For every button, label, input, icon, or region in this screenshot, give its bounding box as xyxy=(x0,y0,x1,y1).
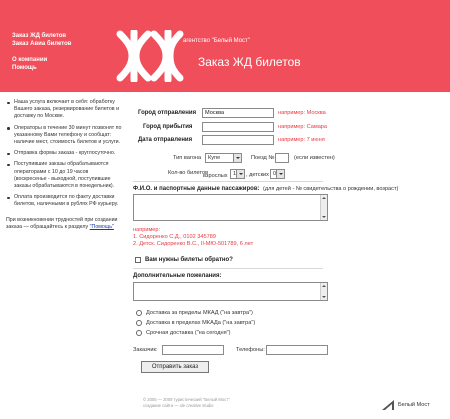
departure-date-hint: например: 7 июня xyxy=(278,137,325,143)
tickets-count-label: Кол-во билетов xyxy=(168,170,209,176)
customer-input[interactable] xyxy=(162,345,224,355)
textarea-scrollbar[interactable] xyxy=(320,283,327,300)
passengers-example-title: например: xyxy=(133,227,161,233)
wagon-type-label: Тип вагона xyxy=(173,155,202,161)
nav-link-help[interactable]: Помощь xyxy=(12,64,37,71)
phones-label: Телефоны: xyxy=(236,347,265,353)
footer-text xyxy=(143,397,263,408)
wishes-textarea[interactable] xyxy=(133,282,328,301)
wagon-type-value: Купе xyxy=(208,155,221,161)
departure-date-label: Дата отправления xyxy=(138,137,193,143)
service-info-item: Наша услуга включает в себя: обработку Вашего заказа, резервирование билетов и доставку по Москве. xyxy=(6,99,122,121)
departure-date-input[interactable] xyxy=(202,135,274,145)
chevron-down-icon xyxy=(276,170,284,178)
nav-link-about[interactable]: О компании xyxy=(12,57,48,63)
service-info-item: Оплата производится по факту доставки билетов, наличными в рублях РФ курьеру. xyxy=(6,194,122,208)
wagon-type-select[interactable] xyxy=(205,153,242,163)
delivery-option-urgent: Срочная доставка ("на сегодня") xyxy=(146,330,231,336)
return-tickets-checkbox[interactable] xyxy=(135,257,141,263)
help-link[interactable]: "Помощь" xyxy=(89,223,114,230)
to-city-label: Город прибытия xyxy=(143,124,193,130)
from-city-input[interactable] xyxy=(202,108,274,118)
scroll-up-icon xyxy=(322,285,326,287)
service-info-item: Отправка формы заказа - круглосуточно. xyxy=(6,150,122,157)
agency-name: агентство "Белый Мост" xyxy=(183,38,250,44)
adults-select[interactable] xyxy=(230,169,245,179)
sidebar xyxy=(6,99,122,231)
from-city-hint: например: Москва xyxy=(278,110,326,116)
logo-icon xyxy=(114,30,184,82)
divider xyxy=(133,181,323,182)
page-title: Заказ ЖД билетов xyxy=(198,55,301,69)
phones-input[interactable] xyxy=(266,345,328,355)
train-number-input[interactable] xyxy=(275,153,289,163)
return-tickets-label: Вам нужны билеты обратно? xyxy=(145,257,233,263)
service-info-item: Поступившие заказы обрабатываются операторами с 10 до 19 часов (воскресенье - выходной, поступившие заказы обрабатываются в понедельник). xyxy=(6,161,122,190)
help-text: При возникновении трудностей при создании заказа — обращайтесь к разделу xyxy=(6,216,118,230)
service-info-list xyxy=(6,99,122,209)
from-city-label: Город отправления xyxy=(138,110,197,116)
bridge-logo-icon xyxy=(381,399,395,411)
scroll-up-icon xyxy=(322,197,326,199)
adults-label: взрослых xyxy=(203,173,228,179)
train-number-hint: (если известен) xyxy=(294,155,335,161)
passengers-textarea[interactable] xyxy=(133,194,328,221)
footer-brand: Белый Мост xyxy=(398,402,430,408)
footer-copyright: © 2005 — 2009 туристический "Белый Мост" xyxy=(143,397,230,402)
to-city-input[interactable] xyxy=(202,122,274,132)
footer-made-by: создание сайта — ole creative studio xyxy=(143,402,214,408)
textarea-scrollbar[interactable] xyxy=(320,195,327,220)
help-paragraph xyxy=(6,217,122,231)
children-value: 0 xyxy=(273,171,277,177)
delivery-option-inside-mkad: Доставка в пределах МКАДа ("на завтра") xyxy=(146,320,256,326)
wishes-label: Дополнительные пожелания: xyxy=(133,273,222,279)
header xyxy=(0,0,450,92)
nav-link-rail-tickets[interactable]: Заказ ЖД билетов xyxy=(12,33,67,39)
nav-link-air-tickets[interactable]: Заказ Авиа билетов xyxy=(12,40,72,47)
delivery-radio-inside-mkad[interactable] xyxy=(136,320,142,326)
passengers-example-1: 1. Сидоренко С.Д., 0102 345789 xyxy=(133,234,216,240)
chevron-down-icon xyxy=(233,154,241,162)
train-number-label: Поезд № xyxy=(251,155,275,161)
delivery-radio-outside-mkad[interactable] xyxy=(136,310,142,316)
scroll-down-icon xyxy=(322,296,326,298)
divider xyxy=(133,268,323,269)
children-label: , детских xyxy=(246,172,269,178)
scroll-down-icon xyxy=(322,216,326,218)
passengers-example-2: 2. Детск. Сидоренко В.С., II-МЮ-501789, 6 лет xyxy=(133,241,254,247)
service-info-item: Операторы в течение 30 минут позвонят по указанному Вами телефону и сообщат: наличие мест, стоимость билетов и услуги. xyxy=(6,125,122,147)
header-nav xyxy=(12,33,71,72)
chevron-down-icon xyxy=(236,170,244,178)
delivery-radio-urgent[interactable] xyxy=(136,330,142,336)
customer-label: Заказчик: xyxy=(133,347,158,353)
submit-order-button[interactable]: Отправить заказ xyxy=(141,361,209,373)
to-city-hint: например: Самара xyxy=(278,124,328,130)
passengers-note: (для детей - № свидетельства о рождении, возраст) xyxy=(263,186,399,192)
children-select[interactable] xyxy=(270,169,285,179)
passengers-label: Ф.И.О. и паспортные данные пассажиров: xyxy=(133,186,260,192)
adults-value: 1 xyxy=(233,171,237,177)
delivery-option-outside-mkad: Доставка за пределы МКАД ("на завтра") xyxy=(146,310,253,316)
